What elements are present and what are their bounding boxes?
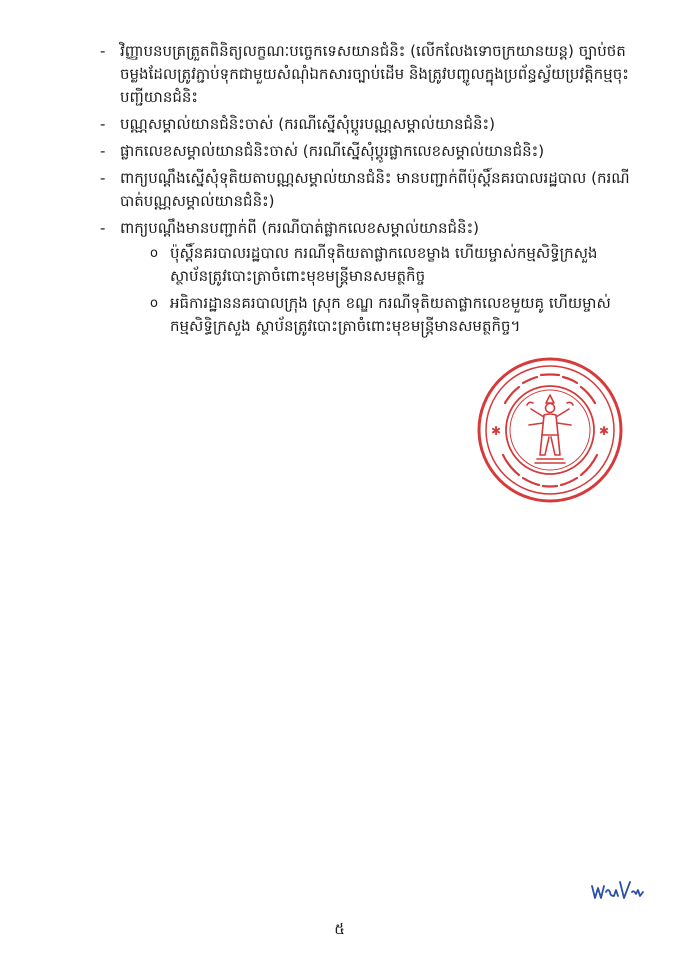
dash-bullet: - — [100, 42, 106, 60]
circle-bullet: o — [150, 296, 158, 311]
list-item-text: បណ្ណសម្គាល់យានជំនិះចាស់ (ករណីស្នើសុំប្តូរបណ្ណសម្គាល់យានជំនិះ) — [120, 115, 495, 133]
list-item — [100, 40, 640, 109]
circle-bullet: o — [150, 246, 158, 261]
dash-bullet: - — [100, 142, 106, 160]
sub-list-item-text: ប៉ុស្តិ៍នគរបាលរដ្ឋបាល ករណីទុតិយតាផ្លាកលេខម្ខាង ហើយម្ចាស់កម្មសិទ្ធិក្រសួង ស្ថាប័នត្រូវបោះត្រាចំពោះមុខមន្ត្រីមានសមត្ថកិច្ច — [170, 244, 598, 285]
svg-text:✱: ✱ — [599, 424, 610, 438]
list-item-text: ពាក្យបណ្តឹងមានបញ្ជាក់ពី (ករណីបាត់ផ្លាកលេខសម្គាល់យានជំនិះ) — [120, 219, 480, 237]
signature-icon — [590, 878, 645, 906]
dash-bullet: - — [100, 115, 106, 133]
page-number: ៥ — [334, 920, 345, 938]
sub-list-item — [150, 242, 640, 288]
list-item-text: ពាក្យបណ្តឹងស្នើសុំទុតិយតាបណ្ណសម្គាល់យានជំនិះ មានបញ្ជាក់ពីប៉ុស្តិ៍នគរបាលរដ្ឋបាល (ករណីបាត់បណ្ណសម្គាល់យានជំនិះ) — [120, 169, 630, 210]
list-item-text: ផ្លាកលេខសម្គាល់យានជំនិះចាស់ (ករណីស្នើសុំប្តូរផ្លាកលេខសម្គាល់យានជំនិះ) — [120, 142, 545, 160]
list-item — [100, 113, 640, 136]
requirements-list — [100, 40, 640, 342]
list-item-text: វិញ្ញាបនបត្រត្រួតពិនិត្យលក្ខណៈបច្ចេកទេសយានជំនិះ (លើកលែងទោចក្រយានយន្ត) ច្បាប់ថតចម្លងដែលត្រូវភ្ជាប់ទុកជាមួយសំណុំឯកសារច្បាប់ដើម និងត្រូវបញ្ចូលក្នុងប្រព័ន្ធស្វ័យប្រវត្តិកម្មចុះបញ្ជីយានជំនិះ — [120, 42, 629, 106]
sub-list-item-text: អធិការដ្ឋាននគរបាលក្រុង ស្រុក ខណ្ឌ ករណីទុតិយតាផ្លាកលេខមួយគូ ហើយម្ចាស់កម្មសិទ្ធិក្រសួង ស្ថាប័នត្រូវបោះត្រាចំពោះមុខមន្ត្រីមានសមត្ថកិច្ច។ — [170, 294, 611, 335]
dash-bullet: - — [100, 219, 106, 237]
list-item — [100, 140, 640, 163]
official-seal-icon — [475, 355, 625, 505]
dash-bullet: - — [100, 169, 106, 187]
list-item — [100, 217, 640, 338]
list-item — [100, 167, 640, 213]
svg-text:✱: ✱ — [491, 424, 502, 438]
sub-list-item — [150, 292, 640, 338]
sub-list — [120, 242, 640, 338]
